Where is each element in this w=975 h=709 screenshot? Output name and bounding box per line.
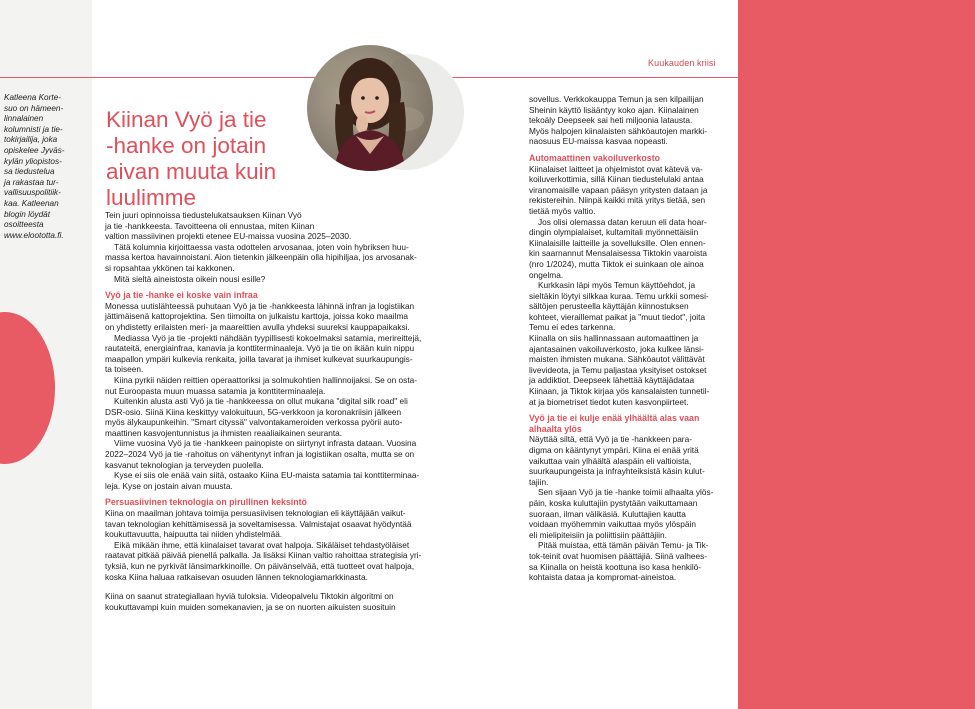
section-label: Kuukauden kriisi xyxy=(648,58,716,68)
body-paragraph: Näyttää siltä, että Vyö ja tie -hankkeen para- digma on kääntynyt ympäri. Kiina ei enää yritä vaikuttaa vain ylhäältä alaspäin eli valtioista, suurkaupungeista ja infrayhteiksistä käsin kulut- tajiin. xyxy=(529,434,705,487)
right-color-panel xyxy=(738,0,975,709)
section-heading: Vyö ja tie -hanke ei koske vain infraa xyxy=(105,290,258,301)
article-title: Kiinan Vyö ja tie -hanke on jotain aivan muuta kuin luulimme xyxy=(106,107,277,211)
body-paragraph: Kiina on saanut strategiallaan hyviä tuloksia. Videopalvelu Tiktokin algoritmi on koukuttavampi kuin muiden somekanavien, ja se on nuorten aikuisten suosituin xyxy=(105,591,396,612)
section-heading: Automaattinen vakoiluverkosto xyxy=(529,152,661,163)
body-paragraph: Eikä mikään ihme, että kiinalaiset tavarat ovat halpoja. Sikäläiset tehdastyöläiset raatavat pitkää päivää pienellä palkalla. Ja lisäksi Kiinan valtio rahoittaa strategisia yri- tyksiä, kun ne pyrkivät länsimarkkinoille. On päivänselvää, että tuotteet ovat halpoja, koska Kiina haluaa ratkaisevan osuuden lännen teknologiamarkkinasta. xyxy=(105,539,422,582)
body-paragraph: sovellus. Verkkokauppa Temun ja sen kilpailijan Sheinin käyttö lisääntyy koko ajan. Kiinalainen tekoäly Deepseek sai heti miljoonia latausta. Myös halpojen kiinalaisten sähköautojen markki- naosuus EU-maissa kasvaa nopeasti. xyxy=(529,94,708,147)
author-portrait xyxy=(306,44,464,176)
intro-paragraph: Mitä sieltä aineistosta oikein nousi esille? xyxy=(114,273,266,284)
body-paragraph: Monessa uutislähteessä puhutaan Vyö ja tie -hankkeesta lähinnä infran ja logistiikan jättimäisenä kattoprojektina. Sen tiimoilta on julkaistu karttoja, joissa koko maailma on yhdistetty erilaisten meri- ja maareittien avulla yhdeksi suureksi kauppapaikaksi. xyxy=(105,300,415,332)
body-paragraph: Mediassa Vyö ja tie -projekti nähdään tyypillisesti kokoelmaksi satamia, merireittejä, rautateitä, energiainfraa, kanavia ja konttiterminaaleja. Vyö ja tie on ikään kuin nippu maapallon ympäri kulkevia renkaita, joilla tavarat ja ihmiset kulkevat suurkaupungis- ta toiseen. xyxy=(105,332,422,375)
header-rule-left xyxy=(0,77,92,78)
body-paragraph: Kiinalla on siis hallinnassaan automaattinen ja ajantasainen vakoiluverkosto, joka kulkee länsi- maisten ihmisten mukana. Sähköautot välittävät livevideota, ja Temu paljastaa yksityiset ostokset ja addiktiot. Deepseek lähettää käyttäjädataa Kiinaan, ja Tiktok kirjaa yös kansalaisten tunnetil- at ja biometriset tiedot kuten kasvonpiirteet. xyxy=(529,333,710,407)
body-paragraph: Viime vuosina Vyö ja tie -hankkeen painopiste on siirtynyt infrasta dataan. Vuosina 2022–2024 Vyö ja tie -rahoitus on vähentynyt infran ja logistiikan osalta, mutta se on kasvanut teknologian ja terveyden puolella. xyxy=(105,438,417,470)
author-bio: Katleena Korte- suo on hämeen- linnalainen kolumnisti ja tie- tokirjailija, joka opiskelee Jyväs- kylän yliopistos- sa tiedustelua ja rakastaa tur- vallisuuspolitiik- kaa. Katleenan blogin löydät osoitteesta www.eloototta.fi. xyxy=(4,93,65,240)
article-column-1 xyxy=(105,210,443,612)
article-column-2 xyxy=(529,94,729,583)
intro-paragraph: Tein juuri opinnoissa tiedustelukatsauksen Kiinan Vyö ja tie -hankkeesta. Tavoitteena oli ennustaa, miten Kiinan valtion massiivinen projekti etenee EU-maissa vuosina 2025–2030. xyxy=(105,210,352,242)
body-paragraph: Kyse ei siis ole enää vain siitä, ostaako Kiina EU-maista satamia tai konttiterminaa- leja. Kyse on jostain aivan muusta. xyxy=(105,470,420,491)
body-paragraph: Kurkkasin läpi myös Temun käyttöehdot, ja sieltäkin löytyi silkkaa kuraa. Temu urkkii somesi- sältöjen perusteella käyttäjän kiinnostuksen kohteet, vieraillemat paikat ja "muut tiedot", joita Temu ei edes tarkenna. xyxy=(529,280,709,333)
section-heading: Vyö ja tie ei kulje enää ylhäältä alas vaan alhaalta ylös xyxy=(529,413,700,434)
body-paragraph: Kiina on maailman johtava toimija persuasiivisen teknologian eli käyttäjään vaikut- tavan teknologian kehittämisessä ja soveltamisessa. Valmistajat osaavat hyödyntää koukuttavuutta, haipuutta tai niiden yhdistelmää. xyxy=(105,508,412,540)
body-paragraph: Pitää muistaa, että tämän päivän Temu- ja Tik- tok-teinit ovat huomisen päättäjiä. Siinä valhees- sa Kiinalla on heistä koottuna iso kasa henkilö- kohtaista dataa ja kompromat-aineistoa. xyxy=(529,540,709,583)
body-paragraph: Kiinalaiset laitteet ja ohjelmistot ovat kätevä va- koiluverkottimia, sillä Kiinan tiedustelulaki antaa viranomaisille vapaan pääsyn yritysten dataan ja rekistereihin. Niinpä kaikki mitä yritys tietää, sen tietää myös valtio. xyxy=(529,163,708,216)
intro-paragraph: Tätä kolumnia kirjoittaessa vasta odottelen arvosanaa, joten voin hybriksen huu- massa kertoa havainnoistani. Aion tietenkin jälkeenpäin olla hipihiljaa, jos arvosanak- si ropsahtaa ykkönen tai kakkonen. xyxy=(105,241,417,273)
body-paragraph: Jos olisi olemassa datan keruun eli data hoar- dingin olympialaiset, kultamitali myönnettäisiin Kiinalaisille laitteille ja sovelluksille. Olen ennen- kin saarnannut Mensalaisessa Tiktokin vaaroista (nro 1/2024), mutta Tiktok ei suinkaan ole ainoa ongelma. xyxy=(529,216,708,280)
body-paragraph: Kiina pyrkii näiden reittien operaattoriksi ja solmukohtien hallinnoijaksi. Se on osta- nut Euroopasta muun muassa satamia ja konttiterminaaleja. xyxy=(105,374,417,396)
section-heading: Persuasiivinen teknologia on pirullinen keksintö xyxy=(105,497,307,508)
body-paragraph: Sen sijaan Vyö ja tie -hanke toimii alhaalta ylös- päin, koska kuluttajiin pystytään vaikuttamaan suoraan, ilman välikäsiä. Kuluttajien kautta voidaan myöhemmin vaikuttaa myös ylöspäin eli mielipiteisiin ja poliittisiin päättäjiin. xyxy=(529,487,714,540)
body-paragraph: Kuitenkin alusta asti Vyö ja tie -hankkeessa on ollut mukana "digital silk road" eli DSR-osio. Siinä Kiina keskittyy valokuituun, 5G-verkkoon ja koronakriisin jälkeen myös älykaupunkeihin. "Smart cityssä" valvontakameroiden verkossa pyörii auto- maattinen kasvojentunnistus ja ihmisten reaaliaikainen seuranta. xyxy=(105,396,408,438)
